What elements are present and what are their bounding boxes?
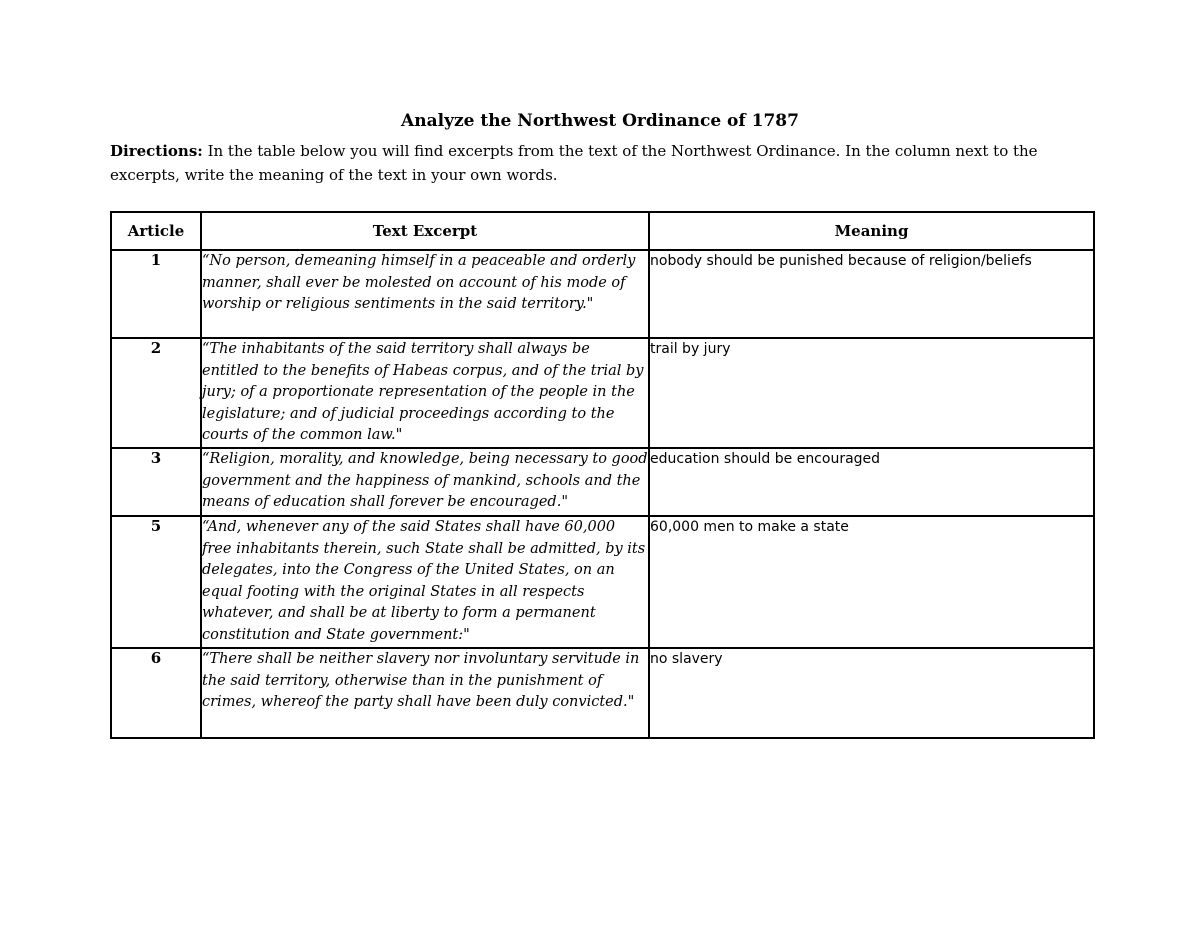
meaning-answer[interactable]: education should be encouraged: [649, 448, 1094, 516]
directions-text: In the table below you will find excerpts from the text of the Northwest Ordinance. In the column next to the excerpts, write the meaning of the text in your own words.: [110, 142, 1038, 184]
table-row: [111, 648, 1094, 738]
text-excerpt: “No person, demeaning himself in a peaceable and orderly manner, shall ever be molested on account of his mode of worship or religious sentiments in the said territory.": [201, 250, 649, 338]
text-excerpt: “The inhabitants of the said territory shall always be entitled to the benefits of Habeas corpus, and of the trial by jury; of a proportionate representation of the people in the legislature; and of judicial proceedings according to the courts of the common law.": [201, 338, 649, 448]
article-number: 6: [111, 648, 201, 738]
text-excerpt: “There shall be neither slavery nor involuntary servitude in the said territory, otherwise than in the punishment of crimes, whereof the party shall have been duly convicted.": [201, 648, 649, 738]
meaning-answer[interactable]: trail by jury: [649, 338, 1094, 448]
document-title: Analyze the Northwest Ordinance of 1787: [401, 111, 799, 131]
table-row: [111, 516, 1094, 648]
meaning-answer[interactable]: 60,000 men to make a state: [649, 516, 1094, 648]
meaning-answer[interactable]: nobody should be punished because of religion/beliefs: [649, 250, 1094, 338]
table-header-row: [111, 212, 1094, 250]
header-meaning: Meaning: [649, 212, 1094, 250]
article-number: 5: [111, 516, 201, 648]
text-excerpt: “Religion, morality, and knowledge, being necessary to good government and the happiness of mankind, schools and the means of education shall forever be encouraged.": [201, 448, 649, 516]
excerpts-table: [110, 211, 1095, 739]
meaning-answer[interactable]: no slavery: [649, 648, 1094, 738]
directions-label: Directions:: [110, 142, 203, 160]
article-number: 1: [111, 250, 201, 338]
header-text-excerpt: Text Excerpt: [201, 212, 649, 250]
article-number: 3: [111, 448, 201, 516]
table-row: [111, 338, 1094, 448]
table-row: [111, 250, 1094, 338]
table-row: [111, 448, 1094, 516]
directions-paragraph: [110, 139, 1070, 187]
article-number: 2: [111, 338, 201, 448]
text-excerpt: “And, whenever any of the said States shall have 60,000 free inhabitants therein, such State shall be admitted, by its delegates, into the Congress of the United States, on an equal footing with the original States in all respects whatever, and shall be at liberty to form a permanent constitution and State government:": [201, 516, 649, 648]
header-article: Article: [111, 212, 201, 250]
